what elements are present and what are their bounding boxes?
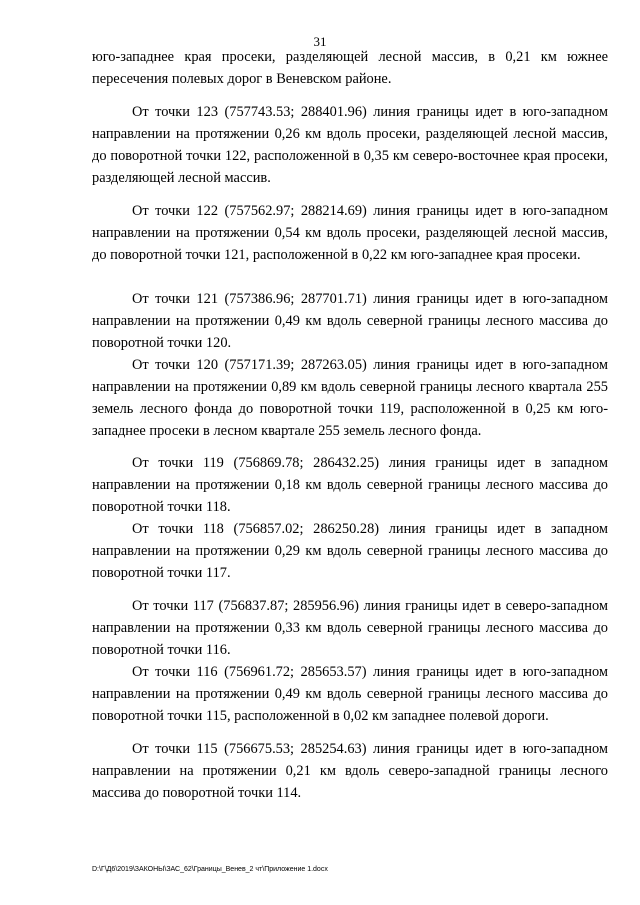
paragraph-point-117: От точки 117 (756837.87; 285956.96) линия границы идет в северо-западном направлении на протяжении 0,33 км вдоль северной границы лесного массива до поворотной точки 116. — [92, 598, 608, 658]
paragraph-point-118: От точки 118 (756857.02; 286250.28) линия границы идет в западном направлении на протяжении 0,29 км вдоль северной границы лесного массива до поворотной точки 117. — [92, 521, 608, 581]
paragraph-point-116: От точки 116 (756961.72; 285653.57) линия границы идет в юго-западном направлении на протяжении 0,49 км вдоль северной границы лесного массива до поворотной точки 115, расположенной в 0,02 км западнее полевой дороги. — [92, 664, 608, 724]
paragraph-point-121: От точки 121 (757386.96; 287701.71) линия границы идет в юго-западном направлении на протяжении 0,49 км вдоль северной границы лесного массива до поворотной точки 120. — [92, 291, 608, 351]
paragraph-continuation: юго-западнее края просеки, разделяющей лесной массив, в 0,21 км южнее пересечения полевых дорог в Веневском районе. — [92, 49, 608, 87]
paragraph-point-122: От точки 122 (757562.97; 288214.69) линия границы идет в юго-западном направлении на протяжении 0,54 км вдоль просеки, разделяющей лесной массив, до поворотной точки 121, расположенной в 0,22 км юго-западнее края просеки. — [92, 203, 608, 263]
paragraph-point-123: От точки 123 (757743.53; 288401.96) линия границы идет в юго-западном направлении на протяжении 0,26 км вдоль просеки, разделяющей лесной массив, до поворотной точки 122, расположенной в 0,35 км северо-восточнее края просеки, разделяющей лесной массив. — [92, 104, 608, 186]
paragraph-point-115: От точки 115 (756675.53; 285254.63) линия границы идет в юго-западном направлении на протяжении 0,21 км вдоль северо-западной границы лесного массива до поворотной точки 114. — [92, 741, 608, 801]
paragraph-point-119: От точки 119 (756869.78; 286432.25) линия границы идет в западном направлении на протяжении 0,18 км вдоль северной границы лесного массива до поворотной точки 118. — [92, 455, 608, 515]
file-path-footer: D:\Г\Д6\2019\ЗАКОНЫ\ЗАС_62\Границы_Венев_2 чт\Приложение 1.docx — [92, 866, 328, 873]
paragraph-point-120: От точки 120 (757171.39; 287263.05) линия границы идет в юго-западном направлении на протяжении 0,89 км вдоль северной границы лесного квартала 255 земель лесного фонда до поворотной точки 119, расположенной в 0,25 км юго-западнее просеки в лесном квартале 255 земель лесного фонда. — [92, 357, 608, 439]
page-number: 31 — [313, 34, 327, 49]
